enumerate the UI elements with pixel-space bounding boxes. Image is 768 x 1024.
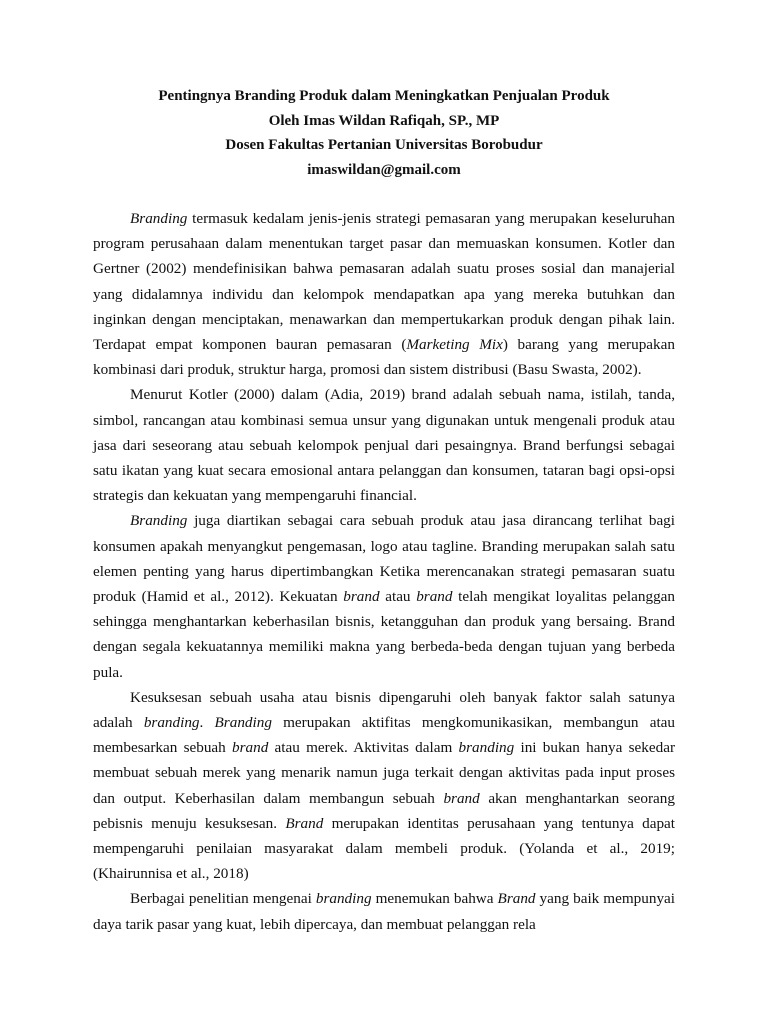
- paragraph: [93, 206, 675, 382]
- italic-text-run: branding: [458, 739, 515, 757]
- italic-text-run: Branding: [214, 714, 272, 732]
- text-run: ) barang yang merupakan kombinasi dari produk, struktur harga, promosi dan sistem distribusi (Basu Swasta, 2002).: [93, 336, 675, 379]
- email-line: imaswildan@gmail.com: [307, 161, 461, 178]
- text-run: Kesuksesan sebuah usaha atau bisnis dipengaruhi oleh banyak faktor salah satunya adalah: [93, 688, 675, 732]
- affiliation-line: Dosen Fakultas Pertanian Universitas Borobudur: [225, 137, 543, 153]
- italic-text-run: brand: [443, 789, 480, 807]
- italic-text-run: Brand: [497, 890, 536, 908]
- paragraph: [93, 685, 675, 887]
- document-header: [93, 84, 675, 182]
- italic-text-run: brand: [232, 739, 269, 757]
- text-run: merupakan identitas perusahaan yang tentunya dapat mempengaruhi penilaian masyarakat dalam membeli produk. (Yolanda et al., 2019; (Khairunnisa et al., 2018): [93, 814, 675, 883]
- document-body: [93, 206, 675, 937]
- text-run: .: [199, 714, 215, 732]
- text-run: Menurut Kotler (2000) dalam (Adia, 2019) brand adalah sebuah nama, istilah, tanda, simbol, rancangan atau kombinasi semua unsur yang digunakan untuk mengenali produk atau jasa dari seseorang atau sebuah kelompok penjual dari pesaingnya. Brand berfungsi sebagai satu ikatan yang kuat secara emosional antara pelanggan dan konsumen, tataran bagi opsi-opsi strategis dan kekuatan yang mempengaruhi financial.: [93, 386, 675, 505]
- text-run: atau merek. Aktivitas dalam: [268, 739, 459, 757]
- text-run: termasuk kedalam jenis-jenis strategi pemasaran yang merupakan keseluruhan program perusahaan dalam menentukan target pasar dan memuaskan konsumen. Kotler dan Gertner (2002) mendefinisikan bahwa pemasaran adalah suatu proses sosial dan manajerial yang didalamnya individu dan kelompok mendapatkan apa yang mereka butuhkan dan inginkan dengan menciptakan, menawarkan dan mempertukarkan produk dengan pihak lain. Terdapat empat komponen bauran pemasaran (: [93, 210, 675, 354]
- italic-text-run: Branding: [130, 210, 188, 227]
- text-run: akan menghantarkan seorang pebisnis menuju kesuksesan.: [93, 789, 675, 832]
- text-run: atau: [379, 588, 417, 606]
- italic-text-run: brand: [416, 588, 453, 606]
- italic-text-run: branding: [143, 714, 200, 732]
- text-run: yang baik mempunyai daya tarik pasar yang kuat, lebih dipercaya, dan membuat pelanggan rela: [93, 890, 675, 933]
- paragraph: [93, 886, 675, 936]
- italic-text-run: Branding: [130, 512, 188, 530]
- text-run: telah mengikat loyalitas pelanggan sehingga menghantarkan keberhasilan bisnis, ketangguhan dan produk yang bersaing. Brand dengan segala kekuatannya memiliki makna yang berbeda-beda dengan tujuan yang berbeda pula.: [93, 588, 675, 681]
- italic-text-run: Marketing Mix: [406, 336, 503, 354]
- text-run: Berbagai penelitian mengenai: [130, 890, 316, 908]
- text-run: merupakan aktifitas mengkomunikasikan, membangun atau membesarkan sebuah: [93, 714, 675, 757]
- italic-text-run: branding: [315, 890, 372, 908]
- paragraph: [93, 508, 675, 684]
- italic-text-run: Brand: [285, 814, 324, 832]
- paragraph: [93, 382, 675, 508]
- italic-text-run: brand: [343, 588, 380, 606]
- author-line: Oleh Imas Wildan Rafiqah, SP., MP: [268, 112, 500, 129]
- text-run: menemukan bahwa: [371, 890, 498, 908]
- text-run: juga diartikan sebagai cara sebuah produk atau jasa dirancang terlihat bagi konsumen apakah menyangkut pengemasan, logo atau tagline. Branding merupakan salah satu elemen penting yang harus dipertimbangkan Ketika merencanakan strategi pemasaran suatu produk (Hamid et al., 2012). Kekuatan: [93, 512, 675, 606]
- text-run: ini bukan hanya sekedar membuat sebuah merek yang menarik namun juga terkait dengan aktivitas pada input proses dan output. Keberhasilan dalam membangun sebuah: [93, 739, 676, 807]
- document-title: Pentingnya Branding Produk dalam Meningkatkan Penjualan Produk: [158, 88, 610, 104]
